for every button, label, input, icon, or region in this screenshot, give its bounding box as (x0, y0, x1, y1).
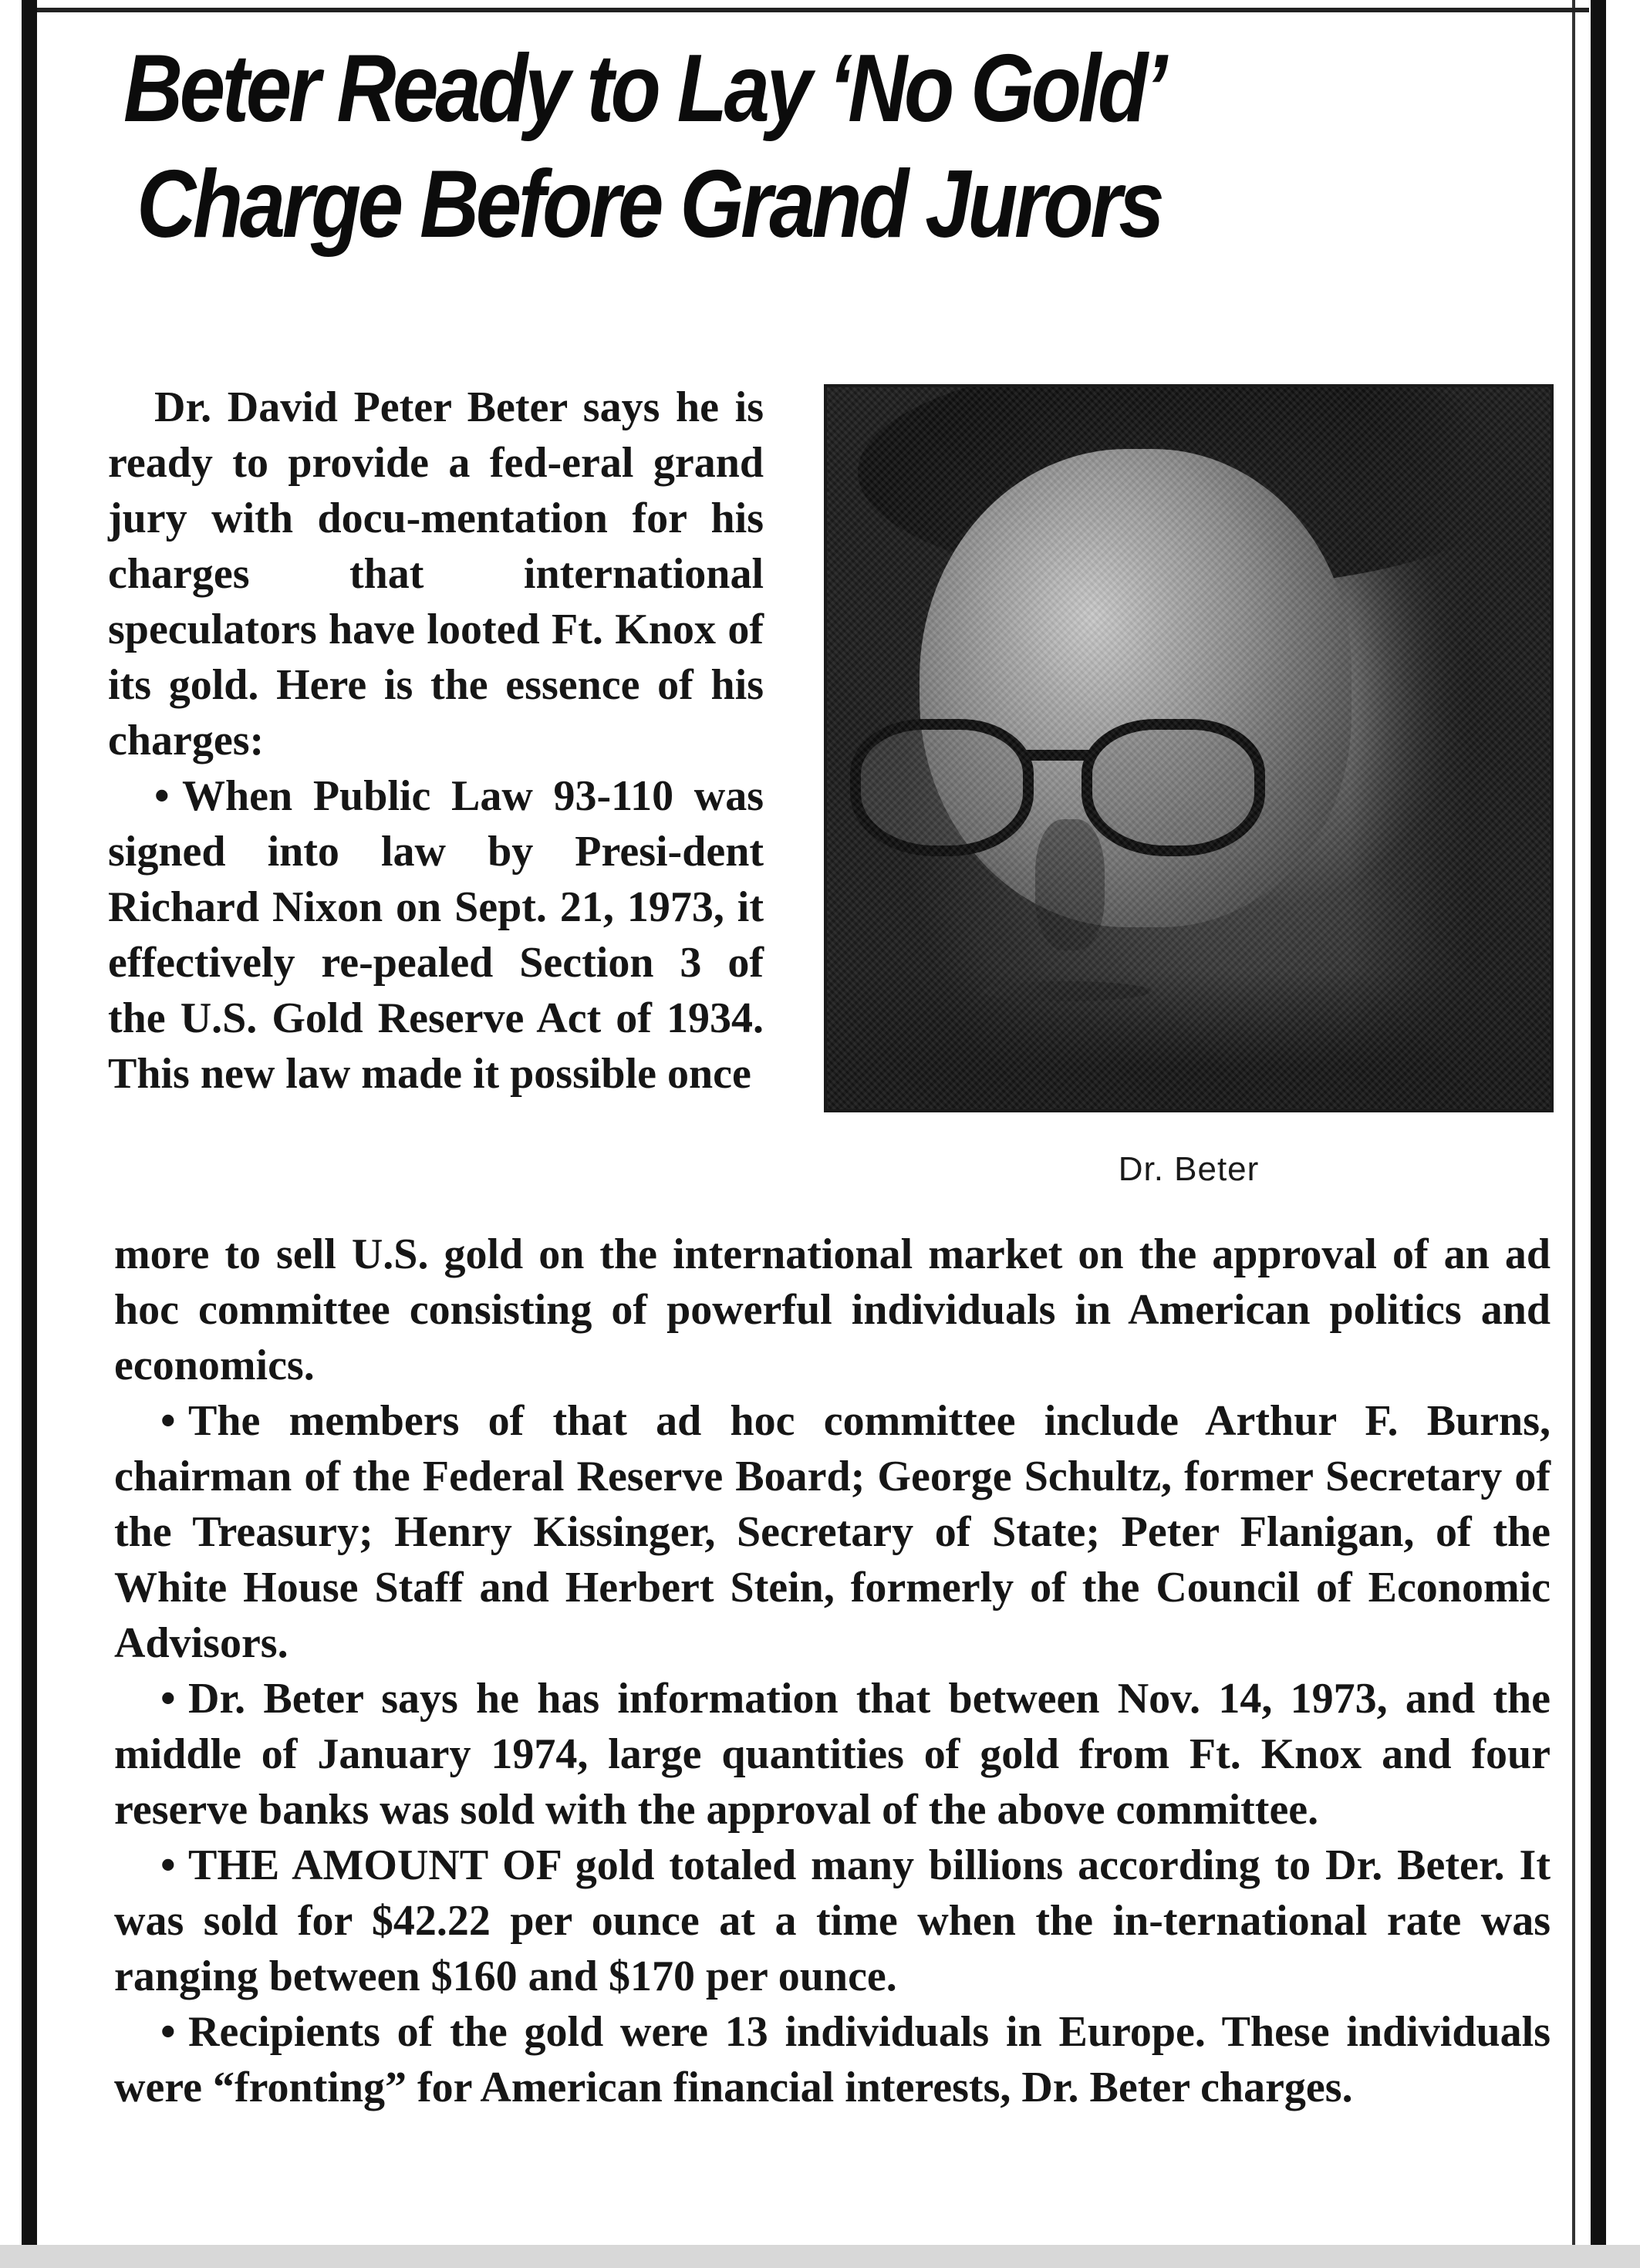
narrow-column (108, 380, 764, 1102)
wide-column (114, 1227, 1551, 2115)
bullet-paragraph-2-text: The members of that ad hoc committee include Arthur F. Burns, chairman of the Federal Reserve Board; George Schultz, former Secretary of the Treasury; Henry Kissinger, Secretary of State; Peter Flanigan, of the White House Staff and Herbert Stein, formerly of the Council of Economic Advisors. (114, 1397, 1551, 1667)
headline-line-2: Charge Before Grand Jurors (137, 151, 1162, 258)
headline-line-1: Beter Ready to Lay ‘No Gold’ (123, 35, 1165, 142)
bullet-paragraph-4 (114, 1838, 1551, 2004)
photo-caption: Dr. Beter (1118, 1150, 1260, 1188)
column-rule (1572, 0, 1575, 2268)
bullet-paragraph-1 (108, 768, 764, 1102)
intro-paragraph: Dr. David Peter Beter says he is ready to provide a fed-eral grand jury with docu-mentation for his charges that international speculators have looted Ft. Knox of its gold. Here is the essence of his charges: (108, 383, 764, 764)
bullet-paragraph-5 (114, 2004, 1551, 2115)
bullet-icon: • (160, 1397, 176, 1445)
bullet-paragraph-5-text: Recipients of the gold were 13 individuals in Europe. These individuals were “fronting” for American financial interests, Dr. Beter charges. (114, 2008, 1551, 2111)
bullet-paragraph-2 (114, 1393, 1551, 1671)
bullet-paragraph-4-text: THE AMOUNT OF gold totaled many billions according to Dr. Beter. It was sold for $42.22 per ounce at a time when the in-ternational rate was ranging between $160 and $170 per ounce. (114, 1841, 1551, 2000)
bullet-icon: • (160, 1841, 176, 1889)
continued-paragraph: more to sell U.S. gold on the international market on the approval of an ad hoc committee consisting of powerful individuals in American politics and economics. (114, 1230, 1551, 1389)
bullet-paragraph-3-text: Dr. Beter says he has information that between Nov. 14, 1973, and the middle of January 1974, large quantities of gold from Ft. Knox and four reserve banks was sold with the approval of the above committee. (114, 1675, 1551, 1834)
top-rule (37, 8, 1589, 12)
headline (123, 31, 1331, 262)
bullet-icon: • (160, 1675, 176, 1723)
bullet-paragraph-3 (114, 1671, 1551, 1838)
bottom-strip (0, 2245, 1640, 2268)
portrait-photo (824, 384, 1554, 1112)
bullet-paragraph-1-text: When Public Law 93-110 was signed into law by Presi-dent Richard Nixon on Sept. 21, 1973, it effectively re-pealed Section 3 of the U.S. Gold Reserve Act of 1934. This new law made it possible once (108, 772, 764, 1098)
bullet-icon: • (154, 772, 170, 820)
bullet-icon: • (160, 2008, 176, 2056)
